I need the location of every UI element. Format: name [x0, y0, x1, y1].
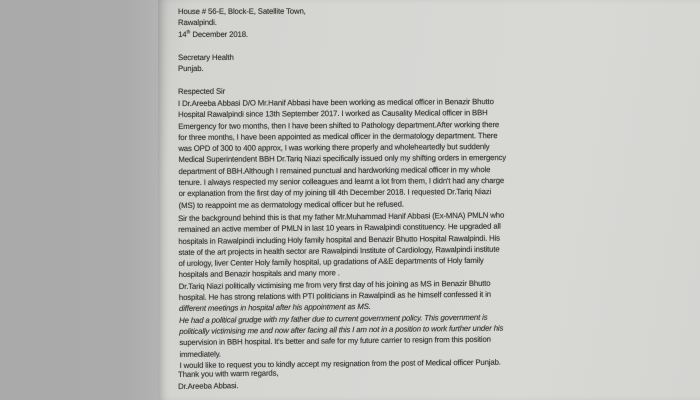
salutation	[178, 86, 225, 98]
closing	[178, 368, 278, 381]
body-line: hospitals in Rawalpindi including Holy family hospital and Benazir Bhutto Hospital Rawalpindi. His	[178, 233, 500, 246]
body-line: remained an active member of PMLN in last 10 years in Rawalpindi constituency. He upgraded all	[178, 221, 501, 235]
body-line: different meetings in hospital after his appointment as MS.	[178, 302, 371, 314]
paragraph-2	[178, 210, 506, 372]
recipient-line: Secretary Health	[178, 52, 234, 62]
body-line: was OPD of 300 to 400 approx, I was working there properly and wholeheartedly but suddenly	[178, 142, 490, 154]
paragraph-1	[178, 96, 506, 211]
body-line: He had a political grudge with my father due to current government policy. This government is	[179, 312, 488, 325]
body-line: I Dr.Areeba Abbasi D/O Mr.Hanif Abbasi have been working as medical officer in Benazir Bhutto	[178, 97, 494, 108]
body-line: state of the art projects in health sector are Rawalpindi Institute of Cardiology, Rawalpindi institute	[178, 244, 500, 257]
closing-text: Thank you with warm regards,	[178, 368, 279, 379]
body-line: immediately.	[179, 349, 221, 359]
salutation-text: Respected Sir	[178, 86, 226, 96]
body-line: of urology, liver Center Holy family hospital, up gradations of A&E departments of Holy family	[178, 255, 484, 269]
body-line: Emergency for two months, then I have been shifted to Pathology department.After working there	[178, 119, 500, 131]
signature	[178, 380, 238, 392]
sender-address-line: House # 56-E, Block-E, Satellite Town,	[178, 6, 306, 16]
body-line: Medical Superintendent BBH Dr.Tariq Niazi specifically issued only my shifting orders in emergency	[178, 153, 507, 165]
letter-content	[178, 0, 523, 400]
body-line: Dr.Tariq Niazi politically victimising me from very first day of his joining as MS in Benazir Bhutto	[178, 278, 491, 291]
recipient-line: Punjab.	[178, 64, 204, 74]
body-line: I would like to request you to kindly accept my resignation from the post of Medical officer Punjab.	[179, 357, 501, 370]
body-line: (MS) to reappoint me as dermatology medical officer but he refused.	[178, 199, 404, 210]
body-line: hospital. He has strong relations with PTI politicians in Rawalpindi as he himself confessed it in	[178, 289, 491, 303]
letter-date: 14th December 2018.	[178, 28, 248, 39]
body-line: supervision in BBH hospital. It's better and safe for my future carrier to resign from this position	[179, 334, 491, 348]
sender-address-line: Rawalpindi.	[178, 18, 217, 28]
recipient-address	[178, 52, 234, 75]
date-ordinal: th	[186, 28, 191, 35]
body-line: department of BBH.Although I remained punctual and hardworking medical officer in my whole	[178, 164, 491, 176]
body-line: hospitals and Benazir hospitals and many more .	[178, 268, 340, 280]
body-line: or explanation from the first day of my joining till 4th December 2018. I requested Dr.Tariq Niazi	[178, 187, 492, 199]
signature-text: Dr.Areeba Abbasi.	[178, 381, 239, 391]
sender-address	[178, 6, 306, 40]
body-line: for three months, I have been appointed as medical officer in the dermatology department. There	[178, 130, 498, 142]
background-surface	[0, 0, 158, 400]
body-line: Sir the background behind this is that my father Mr.Muhammad Hanif Abbasi (Ex-MNA) PMLN who	[178, 210, 505, 223]
body-line: politically victimising me and now after facing all this I am not in a position to work further under his	[179, 323, 504, 336]
body-line: tenure. I always respected my senior colleagues and learnt a lot from them, I didn't had any charge	[178, 176, 505, 188]
letter-paper	[158, 0, 700, 400]
body-line: Hospital Rawalpindi since 13th September 2017. I worked as Causality Medical officer in BBH	[178, 108, 488, 120]
